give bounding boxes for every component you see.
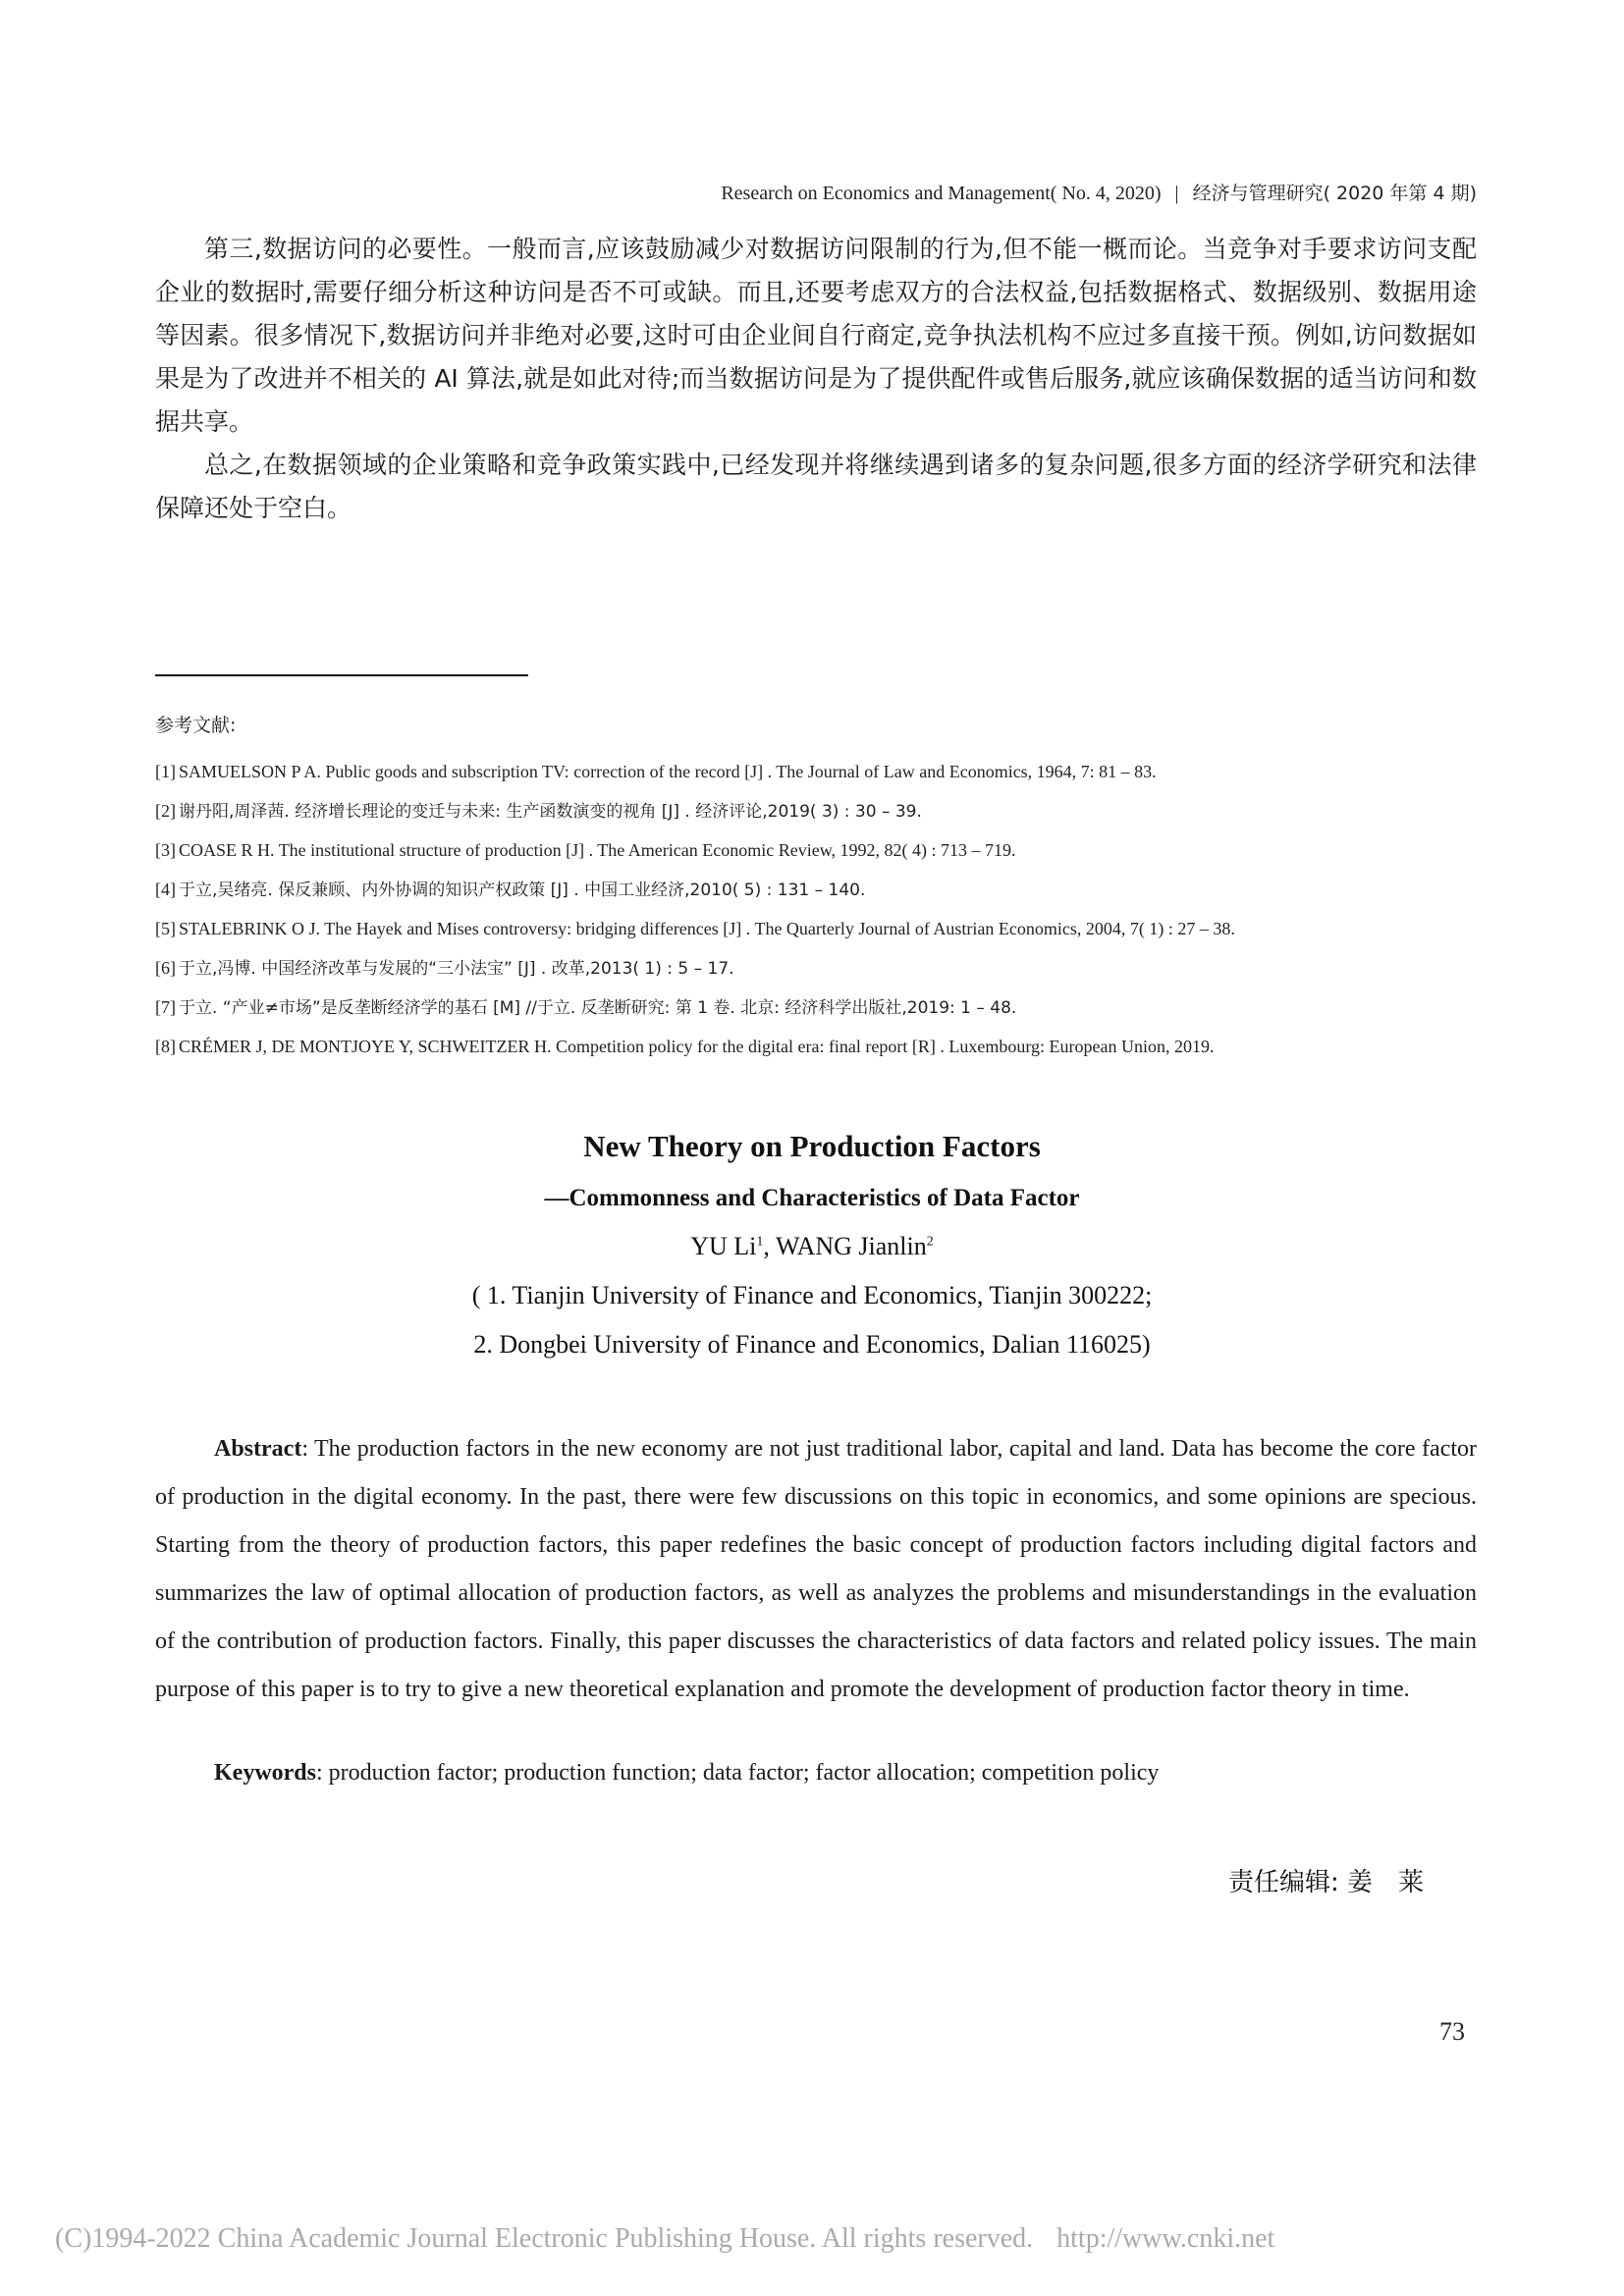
paragraph: 总之,在数据领域的企业策略和竞争政策实践中,已经发现并将继续遇到诸多的复杂问题,很多方面的经济学研究和法律保障还处于空白。 <box>155 451 1477 522</box>
journal-name-en: Research on Economics and Management( No. 4, 2020) <box>721 183 1162 204</box>
reference-item <box>155 752 1490 791</box>
footer-url: http://www.cnki.net <box>1056 2223 1275 2254</box>
abstract-label: Abstract <box>214 1436 302 1462</box>
reference-number: [2] <box>155 801 176 821</box>
keywords-text: : production factor; production function; data factor; factor allocation; competition policy <box>316 1760 1160 1786</box>
page-number: 73 <box>1439 2017 1465 2046</box>
journal-name-cn: 经济与管理研究( 2020 年第 4 期) <box>1192 183 1477 204</box>
reference-text: 于立. “产业≠市场”是反垄断经济学的基石 [M] //于立. 反垄断研究: 第 1 卷. 北京: 经济科学出版社,2019: 1 – 48. <box>179 998 1017 1018</box>
reference-item <box>155 791 1490 830</box>
reference-item <box>155 870 1490 909</box>
body-text <box>155 228 1477 530</box>
reference-text: 谢丹阳,周泽茜. 经济增长理论的变迁与未来: 生产函数演变的视角 [J] . 经济评论,2019( 3) : 30 – 39. <box>179 802 922 822</box>
reference-item <box>155 830 1490 870</box>
reference-number: [7] <box>155 997 176 1017</box>
responsible-editor: 责任编辑: 姜 莱 <box>1227 1868 1424 1897</box>
reference-text: 于立,冯博. 中国经济改革与发展的“三小法宝” [J] . 改革,2013( 1) : 5 – 17. <box>179 959 734 979</box>
english-subtitle: —Commonness and Characteristics of Data Factor <box>544 1185 1080 1211</box>
header-separator: | <box>1174 183 1179 204</box>
author-name: YU Li <box>690 1232 757 1260</box>
reference-number: [5] <box>155 919 176 938</box>
keywords <box>155 1760 1477 1787</box>
author-affiliation-mark: 2 <box>926 1234 934 1250</box>
author-name: WANG Jianlin <box>775 1232 927 1260</box>
references-list <box>155 752 1490 1066</box>
reference-item <box>155 948 1490 988</box>
reference-item <box>155 988 1490 1027</box>
copyright-footer <box>55 2223 1274 2255</box>
reference-text: SAMUELSON P A. Public goods and subscription TV: correction of the record [J] . The Journal of Law and Economics, 1964, 7: 81 – 83. <box>179 762 1157 781</box>
references-title: 参考文献: <box>155 715 237 736</box>
copyright-text: (C)1994-2022 China Academic Journal Electronic Publishing House. All rights reserved. <box>55 2223 1034 2254</box>
reference-text: 于立,吴绪亮. 保反兼顾、内外协调的知识产权政策 [J] . 中国工业经济,2010( 5) : 131 – 140. <box>179 881 866 900</box>
reference-text: COASE R H. The institutional structure of production [J] . The American Economic Review, 1992, 82( 4) : 713 – 719. <box>179 840 1016 860</box>
footnote-divider <box>155 674 528 676</box>
abstract-text: : The production factors in the new economy are not just traditional labor, capital and land. Data has become the core factor of production in the digital economy. In the past, there were few discussions on this topic in economics, and some opinions are specious. Starting from the theory of production factors, this paper redefines the basic concept of production factors including digital factors and summarizes the law of optimal allocation of production factors, as well as analyzes the problems and misunderstandings in the evaluation of the contribution of production factors. Finally, this paper discusses the characteristics of data factors and related policy issues. The main purpose of this paper is to try to give a new theoretical explanation and promote the development of production factor theory in time. <box>155 1436 1477 1702</box>
reference-item <box>155 909 1490 948</box>
reference-number: [4] <box>155 880 176 899</box>
keywords-label: Keywords <box>214 1760 316 1786</box>
reference-number: [1] <box>155 762 176 781</box>
reference-number: [8] <box>155 1037 176 1056</box>
paragraph: 第三,数据访问的必要性。一般而言,应该鼓励减少对数据访问限制的行为,但不能一概而论。当竞争对手要求访问支配企业的数据时,需要仔细分析这种访问是否不可或缺。而且,还要考虑双方的合法权益,包括数据格式、数据级别、数据用途等因素。很多情况下,数据访问并非绝对必要,这时可由企业间自行商定,竞争执法机构不应过多直接干预。例如,访问数据如果是为了改进并不相关的 AI 算法,就是如此对待;而当数据访问是为了提供配件或售后服务,就应该确保数据的适当访问和数据共享。 <box>155 235 1477 436</box>
english-title: New Theory on Production Factors <box>583 1129 1041 1163</box>
reference-text: CRÉMER J, DE MONTJOYE Y, SCHWEITZER H. Competition policy for the digital era: final report [R] . Luxembourg: European Union, 2019. <box>179 1037 1215 1056</box>
reference-number: [3] <box>155 840 176 860</box>
abstract <box>155 1425 1477 1714</box>
author-line <box>0 1232 1624 1261</box>
affiliation-line: ( 1. Tianjin University of Finance and Economics, Tianjin 300222; <box>471 1281 1153 1309</box>
reference-text: STALEBRINK O J. The Hayek and Mises controversy: bridging differences [J] . The Quarterly Journal of Austrian Economics, 2004, 7( 1) : 27 – 38. <box>179 919 1235 938</box>
running-header <box>721 179 1477 205</box>
affiliation-line: 2. Dongbei University of Finance and Economics, Dalian 116025) <box>473 1330 1151 1359</box>
author-separator: , <box>763 1232 776 1260</box>
reference-item <box>155 1027 1490 1066</box>
reference-number: [6] <box>155 958 176 978</box>
author-affiliation-mark: 1 <box>756 1234 764 1250</box>
